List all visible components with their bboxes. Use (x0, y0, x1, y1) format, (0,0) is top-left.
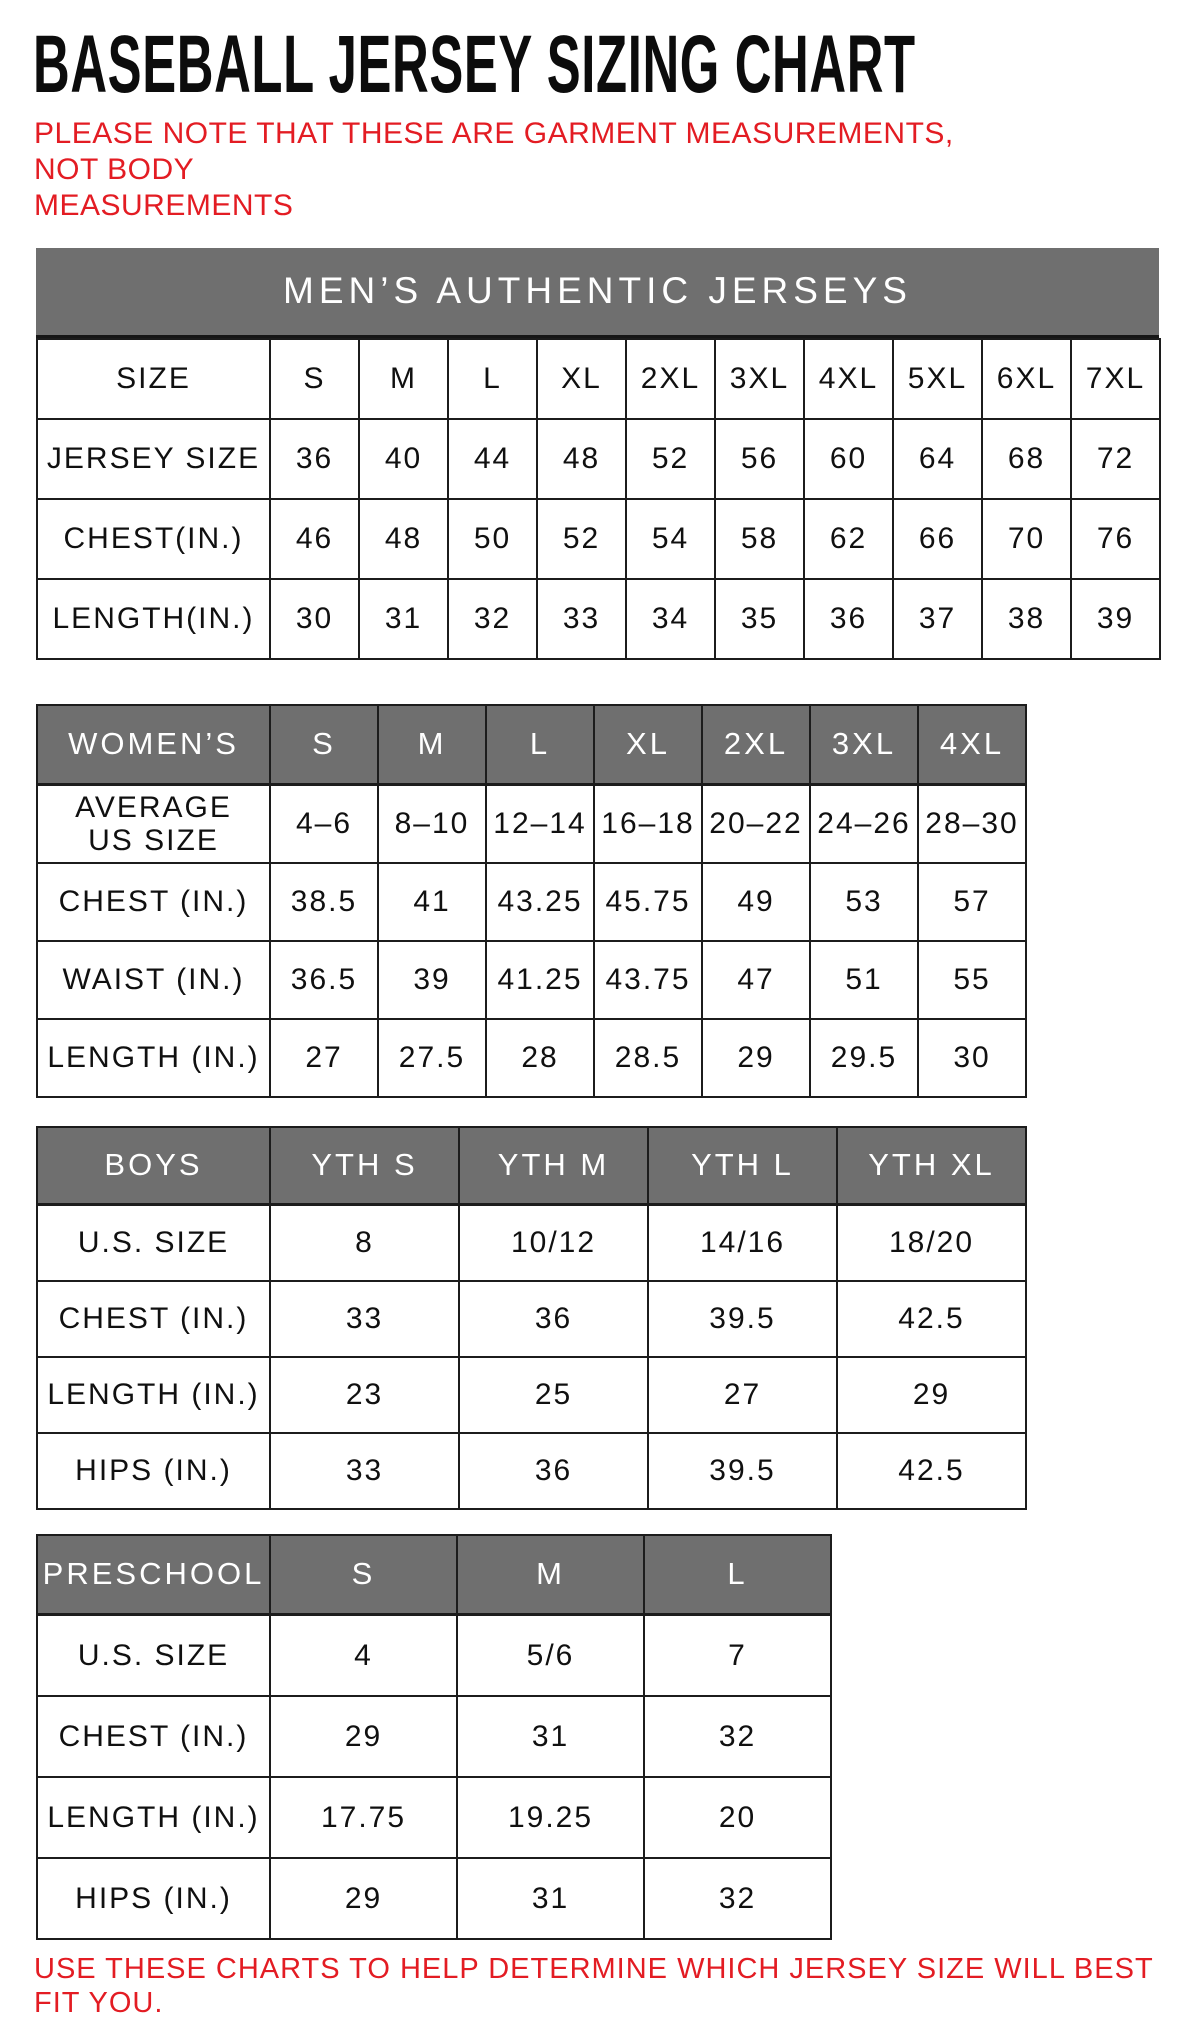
womens-table-section (36, 704, 1200, 1098)
value-cell: 41.25 (486, 941, 594, 1019)
value-cell: 50 (448, 499, 537, 579)
value-cell: 68 (982, 419, 1071, 499)
value-cell: 56 (715, 419, 804, 499)
preschool-sizing-table (36, 1534, 832, 1940)
value-cell: 36 (804, 579, 893, 659)
value-cell: 27 (270, 1019, 378, 1097)
row-label-cell: CHEST (IN.) (37, 1281, 270, 1357)
value-cell: 29.5 (810, 1019, 918, 1097)
value-cell: 29 (702, 1019, 810, 1097)
value-cell: 12–14 (486, 785, 594, 863)
value-cell: 19.25 (457, 1777, 644, 1858)
value-cell: 54 (626, 499, 715, 579)
value-cell: 43.75 (594, 941, 702, 1019)
value-cell: 31 (359, 579, 448, 659)
garment-measurement-note (34, 116, 984, 224)
group-label-header-cell: BOYS (37, 1127, 270, 1205)
value-cell: 14/16 (648, 1205, 837, 1281)
value-cell: 28–30 (918, 785, 1026, 863)
size-header-cell: YTH L (648, 1127, 837, 1205)
value-cell: 46 (270, 499, 359, 579)
value-cell: 33 (270, 1433, 459, 1509)
value-cell: 64 (893, 419, 982, 499)
table-row (37, 1858, 831, 1939)
page-title: BASEBALL JERSEY SIZING CHART (33, 19, 916, 110)
value-cell: 48 (537, 419, 626, 499)
value-cell: 35 (715, 579, 804, 659)
value-cell: 58 (715, 499, 804, 579)
womens-sizing-table (36, 704, 1027, 1098)
value-cell: 27.5 (378, 1019, 486, 1097)
value-cell: 45.75 (594, 863, 702, 941)
row-label-cell: LENGTH (IN.) (37, 1019, 270, 1097)
value-cell: 43.25 (486, 863, 594, 941)
value-cell: 4–6 (270, 785, 378, 863)
preschool-table-section (36, 1534, 1200, 1940)
row-label-cell: AVERAGE US SIZE (37, 785, 270, 863)
group-label-header-cell: WOMEN’S (37, 705, 270, 785)
value-cell: 41 (378, 863, 486, 941)
boys-table-section (36, 1126, 1200, 1510)
value-cell: 48 (359, 499, 448, 579)
table-row (37, 1777, 831, 1858)
mens-table-banner (36, 248, 1159, 338)
value-cell: L (448, 339, 537, 419)
size-header-cell: S (270, 1535, 457, 1615)
value-cell: 76 (1071, 499, 1160, 579)
table-row (37, 941, 1026, 1019)
value-cell: 57 (918, 863, 1026, 941)
value-cell: 39.5 (648, 1281, 837, 1357)
row-label-cell: LENGTH (IN.) (37, 1777, 270, 1858)
value-cell: 5XL (893, 339, 982, 419)
value-cell: 8 (270, 1205, 459, 1281)
row-label-cell: CHEST (IN.) (37, 863, 270, 941)
table-row (37, 1696, 831, 1777)
value-cell: 39 (1071, 579, 1160, 659)
row-label-cell: U.S. SIZE (37, 1615, 270, 1696)
value-cell: 29 (270, 1696, 457, 1777)
value-cell: 6XL (982, 339, 1071, 419)
value-cell: 30 (270, 579, 359, 659)
value-cell: 28.5 (594, 1019, 702, 1097)
value-cell: 7 (644, 1615, 831, 1696)
size-header-cell: L (486, 705, 594, 785)
value-cell: 4 (270, 1615, 457, 1696)
value-cell: 32 (448, 579, 537, 659)
table-header-row (37, 1535, 831, 1615)
table-row (37, 1615, 831, 1696)
table-row (37, 1357, 1026, 1433)
value-cell: 66 (893, 499, 982, 579)
mens-banner-text: MEN’S AUTHENTIC JERSEYS (283, 270, 912, 312)
table-row (37, 579, 1160, 659)
value-cell: 36 (270, 419, 359, 499)
fit-advice-footer: USE THESE CHARTS TO HELP DETERMINE WHICH JERSEY SIZE WILL BEST FIT YOU. (34, 1952, 1154, 2019)
value-cell: 25 (459, 1357, 648, 1433)
value-cell: 31 (457, 1858, 644, 1939)
value-cell: 33 (270, 1281, 459, 1357)
value-cell: 30 (918, 1019, 1026, 1097)
value-cell: 42.5 (837, 1281, 1026, 1357)
size-header-cell: YTH S (270, 1127, 459, 1205)
value-cell: 23 (270, 1357, 459, 1433)
value-cell: 36 (459, 1433, 648, 1509)
size-header-cell: XL (594, 705, 702, 785)
size-header-cell: YTH XL (837, 1127, 1026, 1205)
value-cell: 39.5 (648, 1433, 837, 1509)
value-cell: 60 (804, 419, 893, 499)
row-label-cell: HIPS (IN.) (37, 1858, 270, 1939)
value-cell: 36.5 (270, 941, 378, 1019)
row-label-cell: JERSEY SIZE (37, 419, 270, 499)
size-header-cell: S (270, 705, 378, 785)
value-cell: 28 (486, 1019, 594, 1097)
value-cell: 62 (804, 499, 893, 579)
value-cell: 8–10 (378, 785, 486, 863)
size-header-cell: 4XL (918, 705, 1026, 785)
value-cell: 44 (448, 419, 537, 499)
value-cell: 2XL (626, 339, 715, 419)
table-row (37, 863, 1026, 941)
boys-sizing-table (36, 1126, 1027, 1510)
table-row (37, 419, 1160, 499)
value-cell: 37 (893, 579, 982, 659)
value-cell: 3XL (715, 339, 804, 419)
value-cell: XL (537, 339, 626, 419)
value-cell: 36 (459, 1281, 648, 1357)
value-cell: 34 (626, 579, 715, 659)
value-cell: 55 (918, 941, 1026, 1019)
size-header-cell: M (378, 705, 486, 785)
value-cell: 20 (644, 1777, 831, 1858)
value-cell: 7XL (1071, 339, 1160, 419)
table-row (37, 1281, 1026, 1357)
note-line-2: MEASUREMENTS (34, 188, 294, 222)
size-header-cell: 3XL (810, 705, 918, 785)
value-cell: 47 (702, 941, 810, 1019)
value-cell: 42.5 (837, 1433, 1026, 1509)
table-row (37, 1433, 1026, 1509)
size-header-cell: 2XL (702, 705, 810, 785)
value-cell: 20–22 (702, 785, 810, 863)
row-label-cell: CHEST(IN.) (37, 499, 270, 579)
value-cell: 17.75 (270, 1777, 457, 1858)
value-cell: M (359, 339, 448, 419)
value-cell: 18/20 (837, 1205, 1026, 1281)
size-header-cell: M (457, 1535, 644, 1615)
group-label-header-cell: PRESCHOOL (37, 1535, 270, 1615)
value-cell: 72 (1071, 419, 1160, 499)
row-label-cell: LENGTH (IN.) (37, 1357, 270, 1433)
value-cell: 32 (644, 1696, 831, 1777)
size-header-cell: YTH M (459, 1127, 648, 1205)
row-label-cell: SIZE (37, 339, 270, 419)
value-cell: 24–26 (810, 785, 918, 863)
table-row (37, 1019, 1026, 1097)
value-cell: 29 (837, 1357, 1026, 1433)
row-label-cell: U.S. SIZE (37, 1205, 270, 1281)
row-label-cell: WAIST (IN.) (37, 941, 270, 1019)
note-line-1: PLEASE NOTE THAT THESE ARE GARMENT MEASUREMENTS, NOT BODY (34, 116, 954, 186)
size-header-cell: L (644, 1535, 831, 1615)
table-row (37, 1205, 1026, 1281)
value-cell: 32 (644, 1858, 831, 1939)
row-label-cell: HIPS (IN.) (37, 1433, 270, 1509)
table-row (37, 339, 1160, 419)
value-cell: 29 (270, 1858, 457, 1939)
value-cell: 31 (457, 1696, 644, 1777)
mens-sizing-table (36, 338, 1161, 660)
value-cell: 53 (810, 863, 918, 941)
value-cell: 40 (359, 419, 448, 499)
mens-table-section (36, 248, 1200, 660)
value-cell: 51 (810, 941, 918, 1019)
value-cell: 27 (648, 1357, 837, 1433)
value-cell: 39 (378, 941, 486, 1019)
row-label-cell: LENGTH(IN.) (37, 579, 270, 659)
value-cell: 38.5 (270, 863, 378, 941)
value-cell: 70 (982, 499, 1071, 579)
value-cell: 52 (626, 419, 715, 499)
value-cell: 49 (702, 863, 810, 941)
value-cell: 10/12 (459, 1205, 648, 1281)
table-row (37, 785, 1026, 863)
value-cell: 4XL (804, 339, 893, 419)
value-cell: S (270, 339, 359, 419)
value-cell: 5/6 (457, 1615, 644, 1696)
table-row (37, 499, 1160, 579)
table-header-row (37, 1127, 1026, 1205)
row-label-cell: CHEST (IN.) (37, 1696, 270, 1777)
value-cell: 52 (537, 499, 626, 579)
table-header-row (37, 705, 1026, 785)
value-cell: 16–18 (594, 785, 702, 863)
value-cell: 33 (537, 579, 626, 659)
value-cell: 38 (982, 579, 1071, 659)
